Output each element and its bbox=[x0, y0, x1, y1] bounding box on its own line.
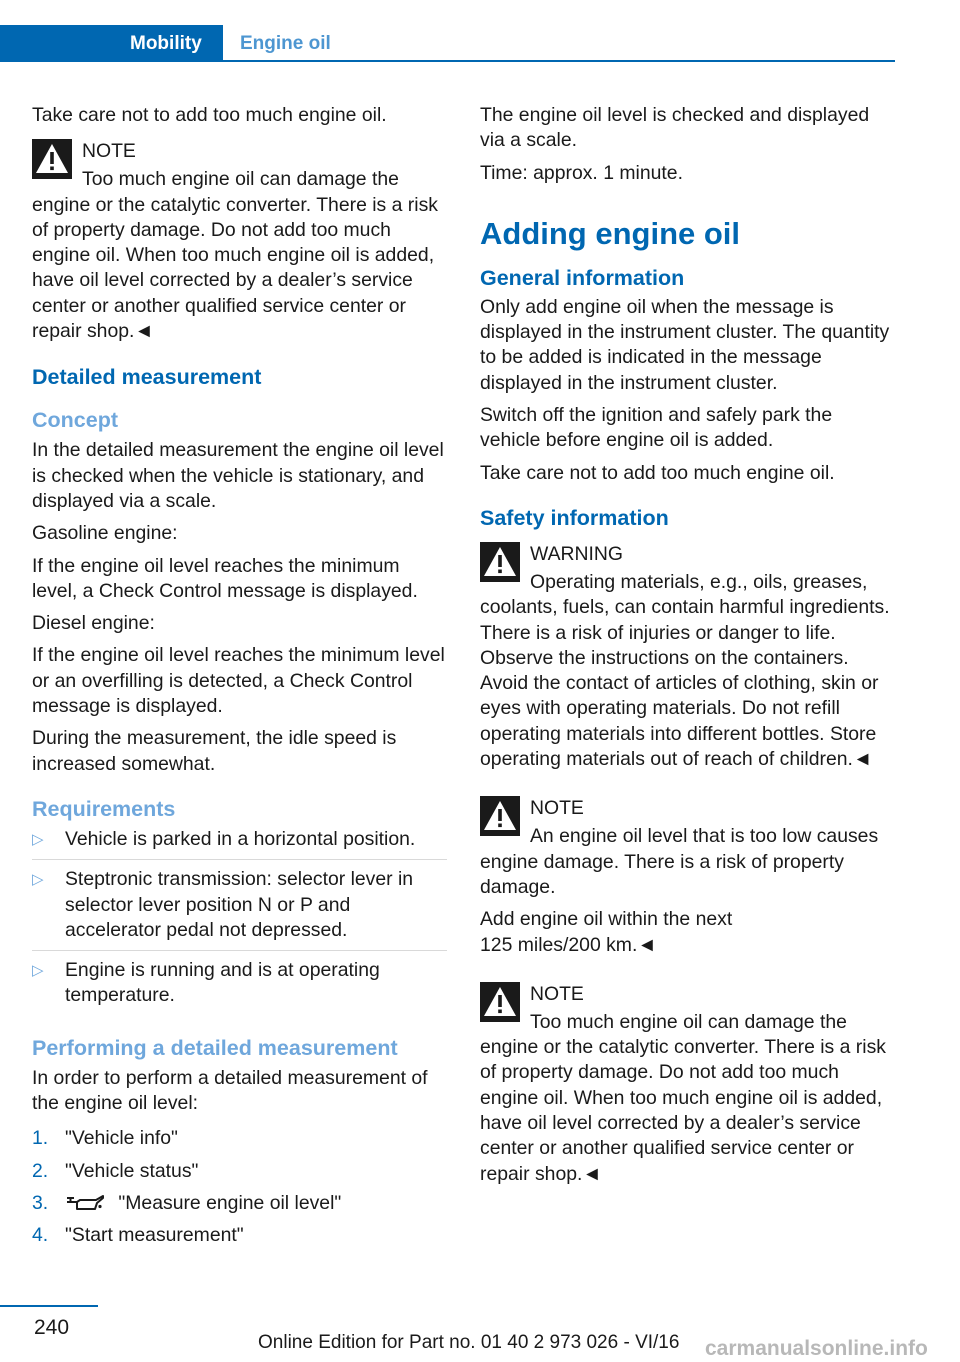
warning-text: Operating materials, e.g., oils, greases, coolants, fuels, can contain harmful ingredients. There is a risk of injuries or danger to life. Observe the instructions on the containers. Avoid the contact of articles of clothing, skin or eyes with operating materials. Do not refill operating materials into different bottles. Store operating materials out of reach of children.◄ bbox=[480, 570, 890, 771]
list-item bbox=[32, 1126, 447, 1151]
warning-box bbox=[480, 538, 895, 772]
note-box-low-level bbox=[480, 792, 895, 900]
list-item bbox=[32, 867, 447, 951]
list-item bbox=[32, 827, 447, 860]
note-text: Too much engine oil can damage the engine or the catalytic converter. There is a risk of property damage. Do not add too much engine oil. When too much engine oil is added, have oil level corrected by a dealer’s service center or another qualified service center or repair shop.◄ bbox=[32, 168, 438, 343]
warning-triangle-icon bbox=[480, 796, 520, 836]
note-followup-line: 125 miles/200 km.◄ bbox=[480, 933, 657, 956]
list-item bbox=[32, 1191, 447, 1216]
footer-edition: Online Edition for Part no. 01 40 2 973 026 - VI/16 bbox=[258, 1332, 680, 1353]
oil-can-icon bbox=[65, 1194, 105, 1212]
steps-list bbox=[32, 1126, 447, 1248]
general-paragraph: Switch off the ignition and safely park the vehicle before engine oil is added. bbox=[480, 404, 833, 452]
list-item bbox=[32, 1159, 447, 1184]
concept-paragraph: If the engine oil level reaches the minimum level or an overfilling is detected, a Check Control message is displayed. bbox=[32, 644, 445, 718]
step-text: "Start measurement" bbox=[65, 1224, 244, 1247]
concept-paragraph: In the detailed measurement the engine oil level is checked when the vehicle is stationary, and displayed via a scale. bbox=[32, 439, 444, 512]
footer-rule bbox=[0, 1305, 98, 1307]
general-information-heading: General information bbox=[480, 265, 685, 290]
note-box-overfill bbox=[480, 978, 895, 1187]
list-item-text: Steptronic transmission: selector lever in selector lever position N or P and accelerator pedal not depressed. bbox=[65, 868, 414, 941]
step-number: 4. bbox=[32, 1224, 49, 1247]
left-column bbox=[32, 103, 447, 1256]
safety-information-heading: Safety information bbox=[480, 505, 669, 530]
performing-intro: In order to perform a detailed measurement of the engine oil level: bbox=[32, 1066, 428, 1115]
intro-paragraph: Take care not to add too much engine oil. bbox=[32, 104, 387, 126]
performing-heading: Performing a detailed measurement bbox=[32, 1035, 398, 1060]
list-item-text: Engine is running and is at operating temperature. bbox=[65, 959, 380, 1007]
step-text: "Vehicle info" bbox=[65, 1127, 178, 1150]
list-item bbox=[32, 958, 447, 1016]
warning-title: WARNING bbox=[530, 542, 623, 565]
header-section-tab: Mobility bbox=[0, 25, 223, 62]
triangle-bullet-icon: ▷ bbox=[32, 871, 44, 889]
right-column bbox=[480, 103, 895, 1194]
note-followup-line: Add engine oil within the next bbox=[480, 908, 733, 931]
step-text: "Measure engine oil level" bbox=[118, 1191, 342, 1214]
concept-heading: Concept bbox=[32, 408, 118, 433]
note-title: NOTE bbox=[530, 797, 584, 820]
general-paragraph: Only add engine oil when the message is displayed in the instrument cluster. The quantity to be added is indicated in the message displayed in the instrument cluster. bbox=[480, 295, 890, 394]
step-text: "Vehicle status" bbox=[65, 1159, 199, 1182]
general-paragraph: Take care not to add too much engine oil. bbox=[480, 461, 835, 484]
triangle-bullet-icon: ▷ bbox=[32, 962, 44, 980]
note-box-overfill bbox=[32, 135, 447, 344]
step-number: 1. bbox=[32, 1127, 49, 1150]
warning-triangle-icon bbox=[480, 542, 520, 582]
note-text: An engine oil level that is too low causes engine damage. There is a risk of property damage. bbox=[480, 825, 879, 898]
list-item bbox=[32, 1223, 447, 1248]
warning-triangle-icon bbox=[480, 982, 520, 1022]
concept-paragraph: During the measurement, the idle speed is increased somewhat. bbox=[32, 727, 397, 775]
triangle-bullet-icon: ▷ bbox=[32, 830, 44, 848]
detailed-measurement-heading: Detailed measurement bbox=[32, 365, 262, 390]
warning-triangle-icon bbox=[32, 139, 72, 179]
adding-engine-oil-heading: Adding engine oil bbox=[480, 215, 741, 251]
note-title: NOTE bbox=[82, 140, 136, 163]
time-paragraph: Time: approx. 1 minute. bbox=[480, 161, 683, 184]
requirements-list bbox=[32, 827, 447, 1016]
scale-paragraph: The engine oil level is checked and displayed via a scale. bbox=[480, 104, 870, 152]
requirements-heading: Requirements bbox=[32, 796, 176, 821]
list-item-text: Vehicle is parked in a horizontal position. bbox=[65, 827, 416, 850]
note-text: Too much engine oil can damage the engine or the catalytic converter. There is a risk of property damage. Do not add too much engine oil. When too much engine oil is added, have oil level corrected by a dealer’s service center or another qualified service center or repair shop.◄ bbox=[480, 1010, 886, 1185]
page-header bbox=[0, 25, 895, 62]
step-number: 3. bbox=[32, 1191, 49, 1214]
step-number: 2. bbox=[32, 1159, 49, 1182]
concept-paragraph: Diesel engine: bbox=[32, 612, 155, 635]
watermark: carmanualsonline.info bbox=[705, 1337, 928, 1360]
note-title: NOTE bbox=[530, 982, 584, 1005]
concept-paragraph: If the engine oil level reaches the minimum level, a Check Control message is displayed. bbox=[32, 554, 418, 602]
header-chapter-tab: Engine oil bbox=[240, 33, 331, 54]
concept-paragraph: Gasoline engine: bbox=[32, 522, 178, 545]
note-followup bbox=[480, 907, 895, 958]
page-number: 240 bbox=[34, 1316, 70, 1339]
